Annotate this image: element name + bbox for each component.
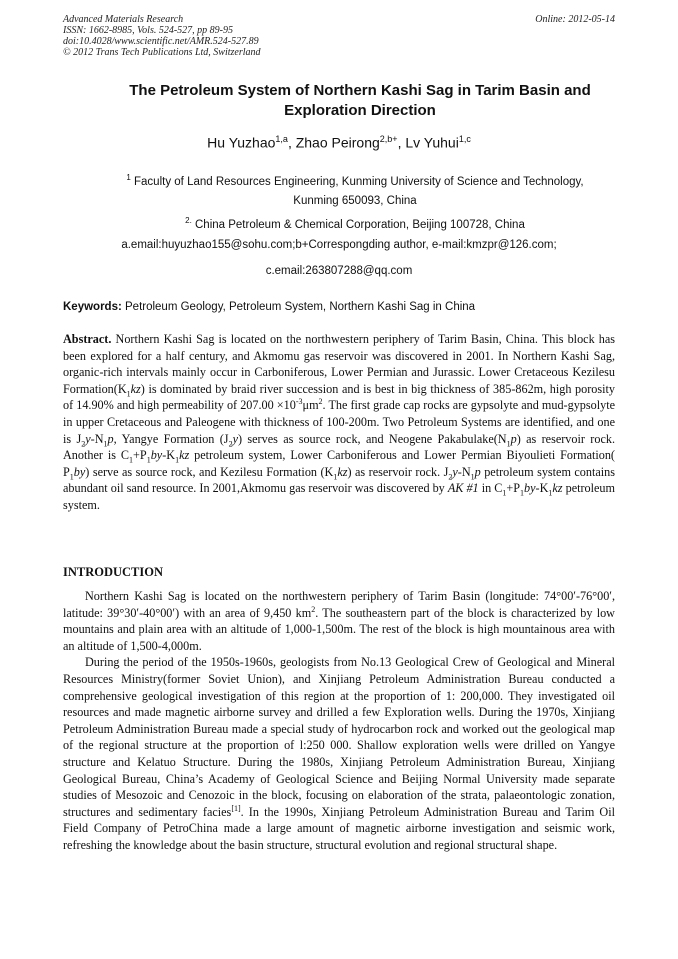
abstract-text: in C (478, 481, 503, 496)
paragraph (63, 588, 615, 654)
keywords-label: Keywords: (63, 301, 122, 313)
superscript: 2 (318, 397, 323, 407)
abstract-text: Northern Kashi Sag is located on the northwestern periphery of Tarim Basin, China. This block has been explored for a half century, and Akmomu gas reservoir was discovered in 2001. In Northern Kashi Sag, organic-rich intervals mainly occur in Carboniferous, Lower Permian and Jurassic. Lower Cretaceous Kezilesu Formation(K (63, 332, 616, 396)
section-heading: INTRODUCTION (63, 565, 164, 579)
subscript: 1 (175, 455, 180, 465)
subscript: 1 (520, 488, 524, 498)
subscript: 1 (146, 455, 151, 465)
subscript: 1 (548, 488, 553, 498)
abstract-text: -N (90, 431, 104, 446)
email-line: c.email:263807288@qq.com (265, 265, 413, 277)
subscript: 2 (81, 439, 86, 448)
online-date: Online: 2012-05-14 (535, 14, 615, 25)
formation-code: p (510, 431, 517, 446)
abstract-text: petroleum system contains abundant oil sand resource. In 2001,Akmomu gas reservoir was discovered by (63, 464, 616, 496)
formation-code: kz (337, 464, 348, 479)
author-affil-mark: 1,a (275, 134, 288, 144)
formation-code: p (474, 464, 481, 479)
affiliation-1 (90, 168, 620, 211)
author-affil-mark: 1,c (458, 134, 471, 144)
keywords-text: Petroleum Geology, Petroleum System, Northern Kashi Sag in China (125, 301, 476, 313)
abstract-text: -N (457, 464, 471, 479)
title-line-2: Exploration Direction (284, 102, 436, 119)
abstract-text: +P (133, 448, 147, 463)
paragraph-text: During the period of the 1950s-1960s, geologists from No.13 Geological Crew of Geological and Mineral Resources Ministry(former Soviet Union), and Xinjiang Petroleum Administration Bureau conducted a comprehensive geological investigation of this region at the proportion of 1: 200,000. They investigated oil resources and made magnetic airborne survey and drilled a few Exploration wells. During the 1970s, Xinjiang Petroleum Administration Bureau made a special study of hydrocarbon rock and worked out the geological map of the regional structure at the proportion of l:250 000. Shallow exploration wells were drilled on Yangye structure and Kelatuo Structure. During the 1980s, Xinjiang Petroleum Administration Bureau, Xinjiang Geological Bureau, China’s Academy of Geological Science and Beijing Normal University made separate studies of Mesozoic and Cenozoic in the block, focusing on elaboration of the strata, palaeontologic zonation, structures and sedimentary facies (63, 655, 615, 819)
abstract-text: +P (506, 481, 520, 496)
well-name: AK #1 (447, 481, 479, 496)
journal-header (63, 14, 615, 58)
subscript: 2 (448, 472, 453, 482)
subscript: 1 (502, 488, 507, 498)
email-line: a.email:huyuzhao155@sohu.com;b+Correspongding author, e-mail:kmzpr@126.com; (121, 239, 557, 251)
abstract-text: ) serves as source rock, and Neogene Pakabulake(N (237, 431, 507, 446)
author-list: Hu Yuzhao$^{1,a}$, Zhao Peirong$^{2,b+}$, Lv Yuhui$^{1,c}$ (207, 134, 471, 151)
formation-code: by (524, 481, 536, 496)
abstract-text: ) as reservoir rock. Another is C (63, 431, 615, 463)
formation-code: y (452, 464, 458, 479)
issn-line: ISSN: 1662-8985, Vols. 524-527, pp 89-95 (63, 25, 233, 36)
formation-code: y (232, 431, 238, 446)
abstract-text: μm (302, 398, 319, 413)
affiliation-text: Faculty of Land Resources Engineering, Kunming University of Science and Technology, (134, 175, 584, 188)
journal-name: Advanced Materials Research (63, 14, 184, 25)
abstract-text: ) as reservoir rock. J (347, 464, 449, 479)
doi-line: doi:10.4028/www.scientific.net/AMR.524-527.89 (63, 36, 259, 47)
abstract-text: Yangye Formation (J (121, 431, 229, 446)
affiliation-mark: 2. (185, 216, 192, 225)
subscript: 1 (470, 472, 475, 482)
keywords (63, 299, 615, 315)
formation-code: kz (179, 448, 190, 463)
formation-code: by (150, 448, 163, 463)
abstract-text: ) (140, 381, 145, 396)
formation-code: by (73, 464, 86, 479)
title-line-1: The Petroleum System of Northern Kashi Sag in Tarim Basin and (129, 82, 591, 99)
subscript: 1 (126, 389, 131, 399)
subscript: 1 (103, 439, 108, 448)
subscript: 2 (228, 439, 233, 448)
abstract: Abstract. Northern Kashi Sag is located on the northwestern periphery of Tarim Basin, China. This block has been explored for a half century, and Akmomu gas reservoir was discovered in 2001. In Northern Kashi Sag, organic-rich intervals mainly occur in Carboniferous, Lower Permian and Jurassic. Lower Cretaceous Kezilesu $Formation(K_1kz)$ is dominated by braid river succession and is best in big thickness of 385-862m, high porosity of 14.90% and high permeability of $207.00 \times 10^{-3}\mu m^2$. The first grade cap rocks are gypsolyte and mud-gypsolyte in upper Cretaceous and Paleogene with thickness of 100-200m. Two Petroleum Systems are identified, and one is $J_2y-N_1p$, Yangye Formation $(J_2y)$ serves as source rock, and Neogene $Pakabulake(N_1p)$ as reservoir rock. Another is $C_1+P_1by-K_1kz$ petroleum system, Lower Carboniferous and Lower Permian Biyoulieti Formation( $P_1by$) serve as source rock, and Kezilesu Formation $(K_1kz)$ as reservoir rock. $J_2y-N_1p$ petroleum system contains abundant oil sand resource. In 2001,Akmomu gas reservoir was discovered by AK #1 in $C_1+P_1by-K_1kz$ petroleum system. (63, 332, 616, 512)
subscript: 1 (506, 439, 511, 448)
introduction-body (63, 588, 615, 854)
paragraph-text: . The southeastern part of the block is characterized by low mountains and plain area with an altitude of 1,000-1,500m. The rest of the block is high mountainous area with an altitude of 1,500-4,000m. (63, 605, 615, 653)
paragraph (63, 654, 615, 853)
abstract-text: . The first grade cap rocks are gypsolyte and mud-gypsolyte in upper Cretaceous and Paleogene with thickness of 100-200m. Two Petroleum Systems are identified, and one is J (63, 398, 616, 446)
abstract-label: Abstract. (63, 332, 112, 346)
copyright-line: © 2012 Trans Tech Publications Ltd, Switzerland (63, 47, 261, 58)
abstract-text: -K (162, 448, 176, 463)
affiliation-2 (90, 211, 620, 235)
superscript: -3 (295, 397, 303, 407)
abstract-text: -K (535, 481, 549, 496)
affiliation-text: China Petroleum & Chemical Corporation, Beijing 100728, China (195, 218, 525, 231)
abstract-text: petroleum system, Lower Carboniferous and Lower Permian Biyoulieti Formation( P (63, 448, 615, 479)
superscript: 2 (311, 604, 316, 614)
abstract-text: ) serve as source rock, and Kezilesu Formation (K (85, 464, 334, 479)
formation-code: kz (552, 481, 563, 496)
subscript: 1 (69, 472, 74, 482)
author-name: Lv Yuhui (405, 134, 459, 151)
author-name: Zhao Peirong (295, 134, 380, 151)
paragraph-text: . In the 1990s, Xinjiang Petroleum Administration Bureau and Tarim Oil Field Company of PetroChina made a large amount of magnetic airborne investigation and seismic work, refreshing the knowledge about the basin structure, structural evolution and regional structural shape. (63, 804, 615, 852)
subscript: 1 (129, 455, 134, 465)
citation-ref: [1] (231, 803, 241, 813)
abstract-text: is dominated by braid river succession and is best in big thickness of 385-862m, high porosity of 14.90% and high permeability of 207.00 ×10 (63, 381, 615, 413)
formation-code: kz (130, 381, 141, 396)
author-affil-mark: 2,b+ (379, 134, 398, 144)
affiliation-text: Kunming 650093, China (293, 194, 417, 207)
paragraph-text: Northern Kashi Sag is located on the northwestern periphery of Tarim Basin (longitude: 74°00′-76°00′, latitude: 39°30′-40°00′) with an area of 9,450 km (63, 589, 615, 620)
subscript: 1 (333, 472, 338, 482)
formation-code: y (85, 431, 91, 446)
affiliation-mark: 1 (126, 173, 131, 182)
email-block (63, 236, 615, 281)
abstract-text: petroleum system. (63, 481, 616, 512)
formation-code: p (107, 431, 114, 446)
author-name: Hu Yuzhao (207, 134, 276, 151)
paper-title (105, 81, 615, 121)
